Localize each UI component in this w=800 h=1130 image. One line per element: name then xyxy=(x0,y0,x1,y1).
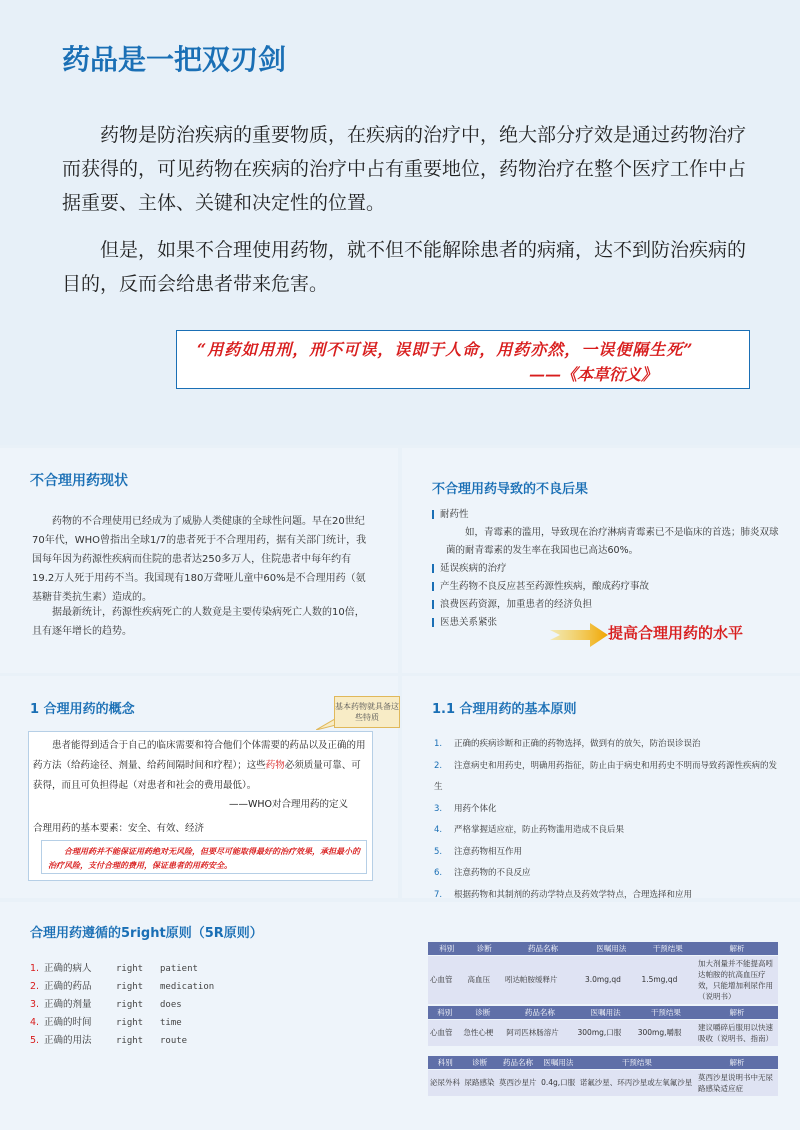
principles-list xyxy=(434,734,784,906)
concept-elements: 合理用药的基本要素：安全、有效、经济 xyxy=(33,823,205,834)
intro-paragraph-1: 药物是防治疾病的重要物质，在疾病的治疗中，绝大部分疗效是通过药物治疗而获得的，可见药物在疾病的治疗中占有重要地位，药物治疗在整个医疗工作中占据重要、主体、关键和决定性的位置。 xyxy=(62,124,747,214)
list-item: 2. 注意病史和用药史，明确用药指征，防止由于病史和用药史不明而导致药源性疾病的发生 xyxy=(434,760,778,792)
concept-source: ——WHO对合理用药的定义 xyxy=(228,799,348,810)
concept-warning: 合理用药并不能保证用药绝对无风险，但要尽可能取得最好的治疗效果，承担最小的治疗风险，支付合理的费用，保证患者的用药安全。 xyxy=(41,840,367,874)
bullet-icon xyxy=(432,618,434,627)
list-item: 产生药物不良反应甚至药源性疾病，酿成药疗事故 xyxy=(432,578,782,596)
bullet-icon xyxy=(432,600,434,609)
list-item: 3. 正确的剂量 right does xyxy=(30,999,182,1010)
table-row: 泌尿外科 尿路感染 莫西沙星片 0.4g,口服 诺氟沙星、环丙沙星或左氧氟沙星 莫西沙星说明书中无尿路感染适应症 xyxy=(428,1069,778,1096)
concept-box xyxy=(28,731,373,881)
bullet-icon xyxy=(432,582,434,591)
list-item: 4. 正确的时间 right time xyxy=(30,1017,182,1028)
case-table-3 xyxy=(428,1056,778,1096)
highlight-text: 提高合理用药的水平 xyxy=(608,624,744,642)
quote-text: “用药如用刑，刑不可误，误即于人命，用药亦然，一误便隔生死” xyxy=(197,340,694,359)
list-item: 如，青霉素的滥用，导致现在治疗淋病青霉素已不是临床的首选；肺炎双球菌的耐青霉素的发生率在我国也已高达60%。 xyxy=(446,527,779,556)
intro-section xyxy=(0,0,800,445)
consequences-title: 不合理用药导致的不良后果 xyxy=(432,482,589,497)
principles-panel xyxy=(402,676,800,898)
case-table-1 xyxy=(428,942,778,1004)
list-item: 4. 严格掌握适应症，防止药物滥用造成不良后果 xyxy=(434,825,625,835)
rights-panel xyxy=(0,902,800,1130)
highlight-word: 药物 xyxy=(265,760,285,771)
status-title: 不合理用药现状 xyxy=(30,473,128,489)
callout-note: 基本药物就具备这些特质 xyxy=(334,696,400,728)
bullet-icon xyxy=(432,564,434,573)
rights-title: 合理用药遵循的5right原则（5R原则） xyxy=(30,926,263,941)
table-header-row: 科别 诊断 药品名称 医嘱用法 干预结果 解析 xyxy=(428,1006,778,1019)
consequences-panel xyxy=(402,448,800,673)
bullet-icon xyxy=(432,510,434,519)
list-item: 6. 注意药物的不良反应 xyxy=(434,868,531,878)
status-paragraph-1: 药物的不合理使用已经成为了威胁人类健康的全球性问题。早在20世纪70年代，WHO曾指出全球1/7的患者死于不合理用药，据有关部门统计，我国每年因为药源性疾病而住院的患者达250多万人，住院患者中每年约有19.2万人死于用药不当。我国现有180万聋哑儿童中60%是不合理用药（氨基糖苷类抗生素）造成的。 xyxy=(32,516,367,603)
list-item: 3. 用药个体化 xyxy=(434,803,497,814)
table-row: 心血管 急性心梗 阿司匹林肠溶片 300mg,口服 300mg,嚼服 建议嚼碎后服用以快速吸收（说明书、指南） xyxy=(428,1019,778,1046)
status-panel xyxy=(0,448,398,673)
status-paragraph-2: 据最新统计，药源性疾病死亡的人数竟是主要传染病死亡人数的10倍，且有逐年增长的趋势。 xyxy=(32,607,365,637)
table-row: 心血管 高血压 吲达帕胺缓释片 3.0mg,qd 1.5mg,qd 加大剂量并不能提高吲达帕胺的抗高血压疗效，只能增加利尿作用（说明书） xyxy=(428,955,778,1004)
principles-title: 1.1 合理用药的基本原则 xyxy=(432,702,577,717)
rights-list xyxy=(30,960,214,1050)
concept-definition: 患者能得到适合于自己的临床需要和符合他们个体需要的药品以及正确的用药方法（给药途径、剂量、给药间隔时间和疗程）；这些药物必须质量可靠、可获得，而且可负担得起（对患者和社会的费用最低）。 xyxy=(33,740,366,791)
table-header-row: 科别 诊断 药品名称 医嘱用法 干预结果 解析 xyxy=(428,942,778,955)
consequences-list xyxy=(432,506,782,632)
list-item: 5. 正确的用法 right route xyxy=(30,1035,188,1046)
page-title: 药品是一把双刃剑 xyxy=(62,43,287,76)
list-item: 耐药性 xyxy=(432,506,782,524)
list-item: 延误疾病的治疗 xyxy=(432,560,782,578)
list-item: 浪费医药资源，加重患者的经济负担 xyxy=(432,596,782,614)
quote-box xyxy=(176,330,750,389)
list-item: 7. 根据药物和其制剂的药动学特点及药效学特点，合理选择和应用 xyxy=(434,889,693,900)
list-item: 5. 注意药物相互作用 xyxy=(434,846,523,857)
intro-paragraph-2: 但是，如果不合理使用药物，就不但不能解除患者的病痛，达不到防治疾病的目的，反而会给患者带来危害。 xyxy=(62,239,747,295)
quote-source: ——《本草衍义》 xyxy=(528,365,657,384)
list-item: 医患关系紧张 xyxy=(432,614,782,632)
list-item: 1. 正确的病人 right patient xyxy=(30,963,198,974)
arrow-right-icon xyxy=(550,620,610,650)
concept-panel xyxy=(0,676,398,898)
list-item: 2. 正确的药品 right medication xyxy=(30,981,215,992)
concept-title: 1 合理用药的概念 xyxy=(30,702,135,717)
list-item: 1. 正确的疾病诊断和正确的药物选择，做到有的放矢，防治误诊误治 xyxy=(434,739,701,749)
case-table-2 xyxy=(428,1006,778,1046)
table-header-row: 科别 诊断 药品名称 医嘱用法 干预结果 解析 xyxy=(428,1056,778,1069)
